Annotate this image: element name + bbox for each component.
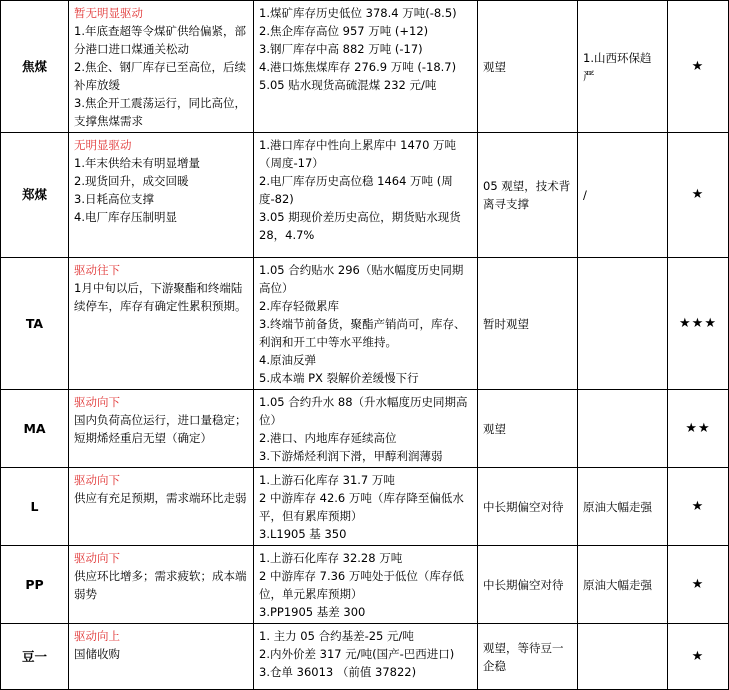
driver-line: 供应环比增多；需求疲软；成本端弱势 <box>74 569 247 601</box>
view-cell: 观望 <box>478 1 578 133</box>
data-line: 2 中游库存 42.6 万吨（库存降至偏低水平，但有累库预期） <box>259 491 464 523</box>
data-line: 1.上游石化库存 31.7 万吨 <box>259 473 395 487</box>
table-row <box>1 1 729 133</box>
data-cell <box>254 390 478 468</box>
table-row <box>1 390 729 468</box>
data-line: 3.下游烯烃利润下滑，甲醇利润薄弱 <box>259 449 443 463</box>
data-cell <box>254 258 478 390</box>
driver-title: 暂无明显驱动 <box>74 6 143 20</box>
data-cell <box>254 468 478 546</box>
driver-title: 驱动向下 <box>74 551 120 565</box>
driver-line: 国储收购 <box>74 647 120 661</box>
data-cell <box>254 133 478 258</box>
table-body <box>1 1 729 690</box>
data-line: 5.05 贴水现货高硫混煤 232 元/吨 <box>259 78 437 92</box>
commodity-name: TA <box>1 258 69 390</box>
data-line: 3.05 期现价差历史高位，期货贴水现货 28，4.7% <box>259 210 461 242</box>
driver-cell <box>69 1 254 133</box>
star-rating: ★★★ <box>668 258 729 390</box>
driver-cell <box>69 546 254 624</box>
note-cell: 1.山西环保趋严 <box>578 1 668 133</box>
driver-line: 供应有充足预期，需求端环比走弱 <box>74 491 247 505</box>
commodity-name: 豆一 <box>1 624 69 690</box>
table-row <box>1 258 729 390</box>
view-cell: 暂时观望 <box>478 258 578 390</box>
view-cell: 05 观望，技术背离寻支撑 <box>478 133 578 258</box>
note-cell: 原油大幅走强 <box>578 546 668 624</box>
data-line: 2 中游库存 7.36 万吨处于低位（库存低位，单元累库预期） <box>259 569 464 601</box>
star-rating: ★ <box>668 624 729 690</box>
data-line: 2.库存轻微累库 <box>259 299 339 313</box>
star-rating: ★ <box>668 468 729 546</box>
data-line: 1.05 合约贴水 296（贴水幅度历史同期高位） <box>259 263 464 295</box>
data-line: 1.煤矿库存历史低位 378.4 万吨(-8.5) <box>259 6 457 20</box>
note-cell: / <box>578 133 668 258</box>
view-cell: 观望，等待豆一企稳 <box>478 624 578 690</box>
view-cell: 中长期偏空对待 <box>478 468 578 546</box>
driver-line: 国内负荷高位运行，进口量稳定；短期烯烃重启无望（确定） <box>74 413 247 445</box>
commodity-name: PP <box>1 546 69 624</box>
driver-title: 驱动往下 <box>74 263 120 277</box>
driver-line: 2.现货回升，成交回暖 <box>74 174 189 188</box>
commodity-name: 焦煤 <box>1 1 69 133</box>
driver-title: 驱动向下 <box>74 473 120 487</box>
commodity-name: L <box>1 468 69 546</box>
star-rating: ★ <box>668 546 729 624</box>
data-line: 3.终端节前备货，聚酯产销尚可，库存、利润和开工中等水平维持。 <box>259 317 466 349</box>
data-line: 2.港口、内地库存延续高位 <box>259 431 397 445</box>
driver-cell <box>69 390 254 468</box>
driver-title: 驱动向下 <box>74 395 120 409</box>
data-cell <box>254 1 478 133</box>
data-line: 5.成本端 PX 裂解价差缓慢下行 <box>259 371 419 385</box>
driver-line: 3.焦企开工震荡运行，同比高位，支撑焦煤需求 <box>74 96 246 128</box>
view-cell: 观望 <box>478 390 578 468</box>
data-line: 3.PP1905 基差 300 <box>259 605 366 619</box>
data-line: 1.港口库存中性向上累库中 1470 万吨（周度-17） <box>259 138 457 170</box>
data-line: 2.内外价差 317 元/吨(国产-巴西进口) <box>259 647 455 661</box>
data-line: 1.上游石化库存 32.28 万吨 <box>259 551 403 565</box>
driver-cell <box>69 258 254 390</box>
view-cell: 中长期偏空对待 <box>478 546 578 624</box>
driver-title: 驱动向上 <box>74 629 120 643</box>
table-row <box>1 546 729 624</box>
driver-line: 4.电厂库存压制明显 <box>74 210 177 224</box>
data-line: 2.电厂库存历史高位稳 1464 万吨 (周度-82) <box>259 174 453 206</box>
commodity-name: 郑煤 <box>1 133 69 258</box>
star-rating: ★ <box>668 133 729 258</box>
driver-line: 1.年底查超等令煤矿供给偏紧，部分港口进口煤通关松动 <box>74 24 246 56</box>
driver-line: 1月中旬以后，下游聚酯和终端陆续停车，库存有确定性累积预期。 <box>74 281 247 313</box>
star-rating: ★ <box>668 1 729 133</box>
data-line: 3.钢厂库存中高 882 万吨 (-17) <box>259 42 423 56</box>
driver-title: 无明显驱动 <box>74 138 132 152</box>
driver-cell <box>69 133 254 258</box>
note-cell <box>578 258 668 390</box>
driver-line: 3.日耗高位支撑 <box>74 192 154 206</box>
data-line: 4.原油反弹 <box>259 353 316 367</box>
data-line: 4.港口炼焦煤库存 276.9 万吨 (-18.7) <box>259 60 457 74</box>
data-cell <box>254 546 478 624</box>
data-line: 3.仓单 36013 （前值 37822) <box>259 665 417 679</box>
data-line: 2.焦企库存高位 957 万吨 (+12) <box>259 24 429 38</box>
data-line: 3.L1905 基 350 <box>259 527 347 541</box>
data-line: 1.05 合约升水 88（升水幅度历史同期高位） <box>259 395 468 427</box>
star-rating: ★★ <box>668 390 729 468</box>
data-line: 1. 主力 05 合约基差-25 元/吨 <box>259 629 414 643</box>
table-row <box>1 133 729 258</box>
driver-line: 2.焦企、钢厂库存已至高位，后续补库放缓 <box>74 60 246 92</box>
driver-cell <box>69 468 254 546</box>
commodity-name: MA <box>1 390 69 468</box>
note-cell <box>578 390 668 468</box>
table-row <box>1 468 729 546</box>
note-cell: 原油大幅走强 <box>578 468 668 546</box>
driver-line: 1.年末供给未有明显增量 <box>74 156 200 170</box>
